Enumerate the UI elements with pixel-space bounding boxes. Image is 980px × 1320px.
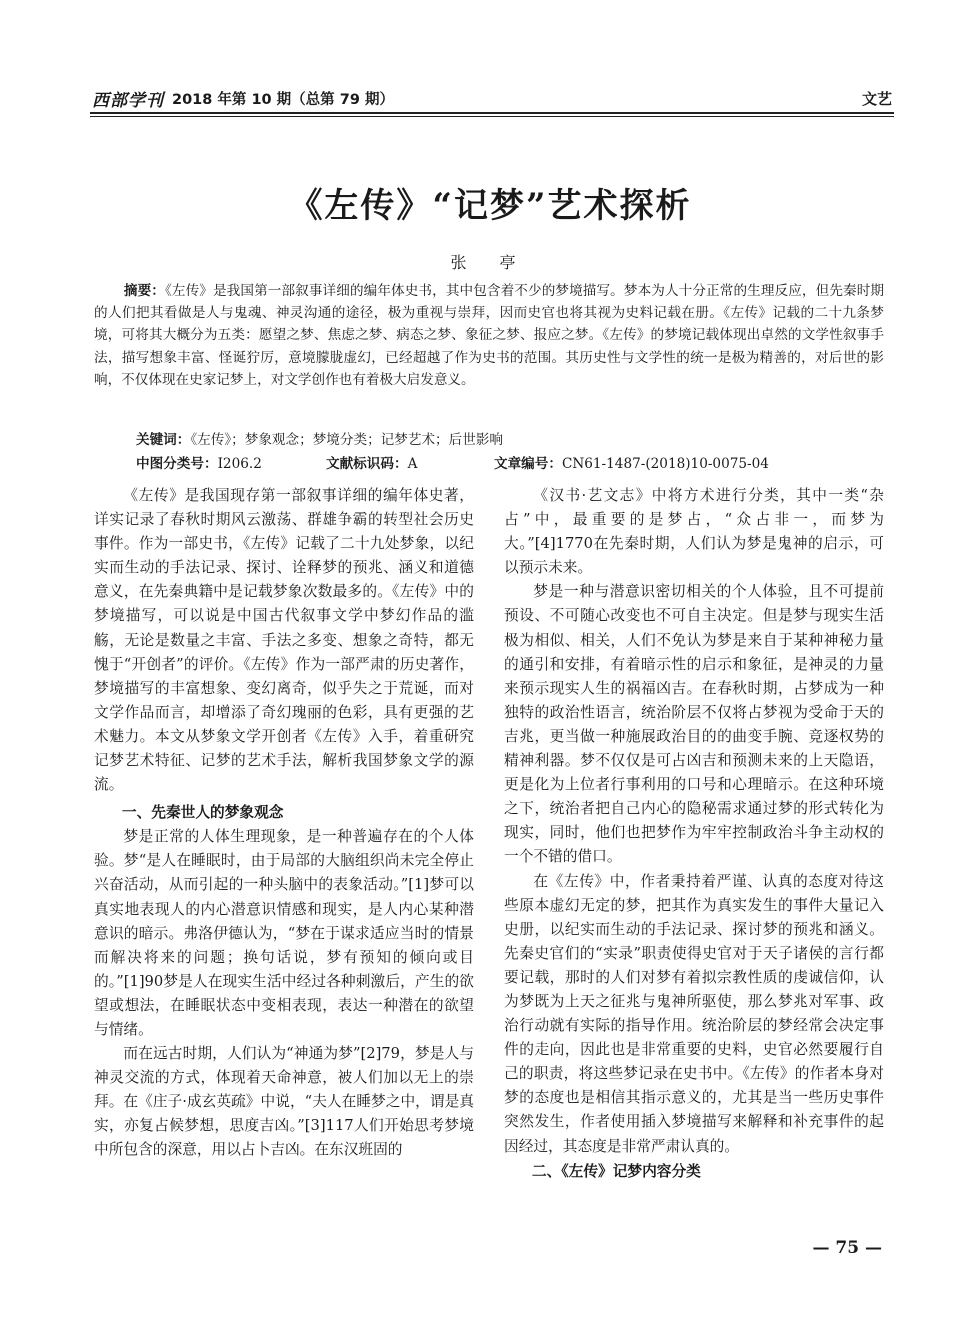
article-id-label: 文章编号： (494, 456, 562, 472)
paragraph: 《左传》是我国现存第一部叙事详细的编年体史著，详实记录了春秋时期风云激荡、群雄争霸的转型社会历史事件。作为一部史书，《左传》记载了二十九处梦象，以纪实而生动的手法记录、探讨、诠释梦的预兆、涵义和道德意义，在先秦典籍中是记载梦象次数最多的。《左传》中的梦境描写，可以说是中国古代叙事文学中梦幻作品的滥觞，无论是数量之丰富、手法之多变、想象之奇特，都无愧于“开创者”的评价。《左传》作为一部严肃的历史著作，梦境描写的丰富想象、变幻离奇，似乎失之于荒诞，而对文学作品而言，却增添了奇幻瑰丽的色彩，具有更强的艺术魅力。本文从梦象文学开创者《左传》入手，着重研究记梦艺术特征、记梦的艺术手法，解析我国梦象文学的源流。 (94, 487, 474, 794)
section-heading: 一、先秦世人的梦象观念 (121, 804, 284, 822)
abstract-label: 摘要： (123, 283, 165, 299)
clc-value: I206.2 (217, 456, 262, 472)
article-title: 《左传》“记梦”艺术探析 (288, 186, 692, 226)
paragraph: 而在远古时期，人们认为“神通为梦”[2]79，梦是人与神灵交流的方式，体现着天命神意，被人们加以无上的崇拜。在《庄子·成玄英疏》中说，“夫人在睡梦之中，谓是真实，亦复占候梦想，思度吉凶。”[3]117人们开始思考梦境中所包含的深意，用以占卜吉凶。在东汉班固的 (94, 1045, 474, 1159)
abstract-text: 《左传》是我国第一部叙事详细的编年体史书，其中包含着不少的梦境描写。梦本为人十分正常的生理反应，但先秦时期的人们把其看做是人与鬼魂、神灵沟通的途径，极为重视与崇拜，因而史官也将其视为史料记载在册。《左传》记载的二十九条梦境，可将其大概分为五类：愿望之梦、焦虑之梦、病态之梦、象征之梦、报应之梦。《左传》的梦境记载体现出卓然的文学性叙事手法，描写想象丰富、怪诞狞厉，意境朦胧虚幻，已经超越了作为史书的范围。其历史性与文学性的统一是极为精善的，对后世的影响，不仅体现在史家记梦上，对文学创作也有着极大启发意义。 (94, 283, 884, 388)
document-code (326, 452, 417, 472)
doc-code-label: 文献标识码： (326, 456, 408, 472)
section-heading: 二、《左传》记梦内容分类 (531, 1162, 701, 1180)
page-number: — 75 — (812, 1238, 882, 1258)
clc-number (136, 452, 262, 472)
body-column-right (504, 484, 884, 1184)
paragraph: 梦是一种与潜意识密切相关的个人体验，且不可提前预设、不可随心改变也不可自主决定。但是梦与现实生活极为相似、相关，人们不免认为梦是来自于某种神秘力量的通引和安排，有着暗示性的启示和象征，是神灵的力量来预示现实人生的祸福凶吉。在春秋时期，占梦成为一种独特的政治性语言，统治阶层不仅将占梦视为受命于天的吉兆，更当做一种施展政治目的的曲变手腕、竞逐权势的精神利器。梦不仅仅是可占凶吉和预测未来的上天隐语，更是化为上位者行事利用的口号和心理暗示。在这种环境之下，统治者把自己内心的隐秘需求通过梦的形式转化为现实，同时，他们也把梦作为牢牢控制政治斗争主动权的一个不错的借口。 (504, 583, 884, 866)
header-rule-thin (90, 116, 894, 117)
keywords-label: 关键词： (136, 432, 191, 448)
abstract (94, 280, 884, 391)
clc-label: 中图分类号： (136, 456, 218, 472)
journal-name: 西部学刊 (92, 91, 164, 111)
article-id-value: CN61-1487-(2018)10-0075-04 (561, 456, 769, 472)
paragraph: 梦是正常的人体生理现象，是一种普遍存在的个人体验。梦“是人在睡眠时，由于局部的大脑组织尚未完全停止兴奋活动，从而引起的一种头脑中的表象活动。”[1]梦可以真实地表现人的内心潜意识情感和现实，是人内心某种潜意识的暗示。弗洛伊德认为，“梦在于谋求适应当时的情景而解决将来的问题；换句话说，梦有预知的倾向或目的。”[1]90梦是人在现实生活中经过各种刺激后，产生的欲望或想法，在睡眠状态中变相表现，表达一种潜在的欲望与情绪。 (94, 828, 474, 1038)
keywords (136, 428, 503, 448)
body-column-left (94, 484, 474, 1163)
header-rule-thick (90, 112, 894, 114)
paragraph: 《汉书·艺文志》中将方术进行分类，其中一类“杂占”中，最重要的是梦占，“众占非一，而梦为大。”[4]1770在先秦时期，人们认为梦是鬼神的启示，可以预示未来。 (504, 487, 884, 577)
section-label: 文艺 (861, 90, 892, 108)
doc-code-value: A (407, 456, 418, 472)
article-id (494, 452, 769, 472)
article-author: 张 亭 (450, 253, 530, 272)
issue-info: 2018 年第 10 期（总第 79 期） (172, 92, 394, 108)
keywords-text: 《左传》；梦象观念；梦境分类；记梦艺术；后世影响 (190, 432, 504, 448)
running-header (92, 86, 892, 111)
paragraph: 在《左传》中，作者秉持着严谨、认真的态度对待这些原本虚幻无定的梦，把其作为真实发生的事件大量记入史册，以纪实而生动的手法记录、探讨梦的预兆和涵义。先秦史官们的“实录”职责使得史官对于天子诸侯的言行都要记载，那时的人们对梦有着拟宗教性质的虔诚信仰，认为梦既为上天之征兆与鬼神所驱使，那么梦兆对军事、政治行动就有实际的指导作用。统治阶层的梦经常会决定事件的走向，因此也是非常重要的史料，史官必然要履行自己的职责，将这些梦记录在史书中。《左传》的作者本身对梦的态度也是相信其指示意义的，尤其是当一些历史事件突然发生，作者使用插入梦境描写来解释和补充事件的起因经过，其态度是非常严肃认真的。 (504, 872, 884, 1155)
